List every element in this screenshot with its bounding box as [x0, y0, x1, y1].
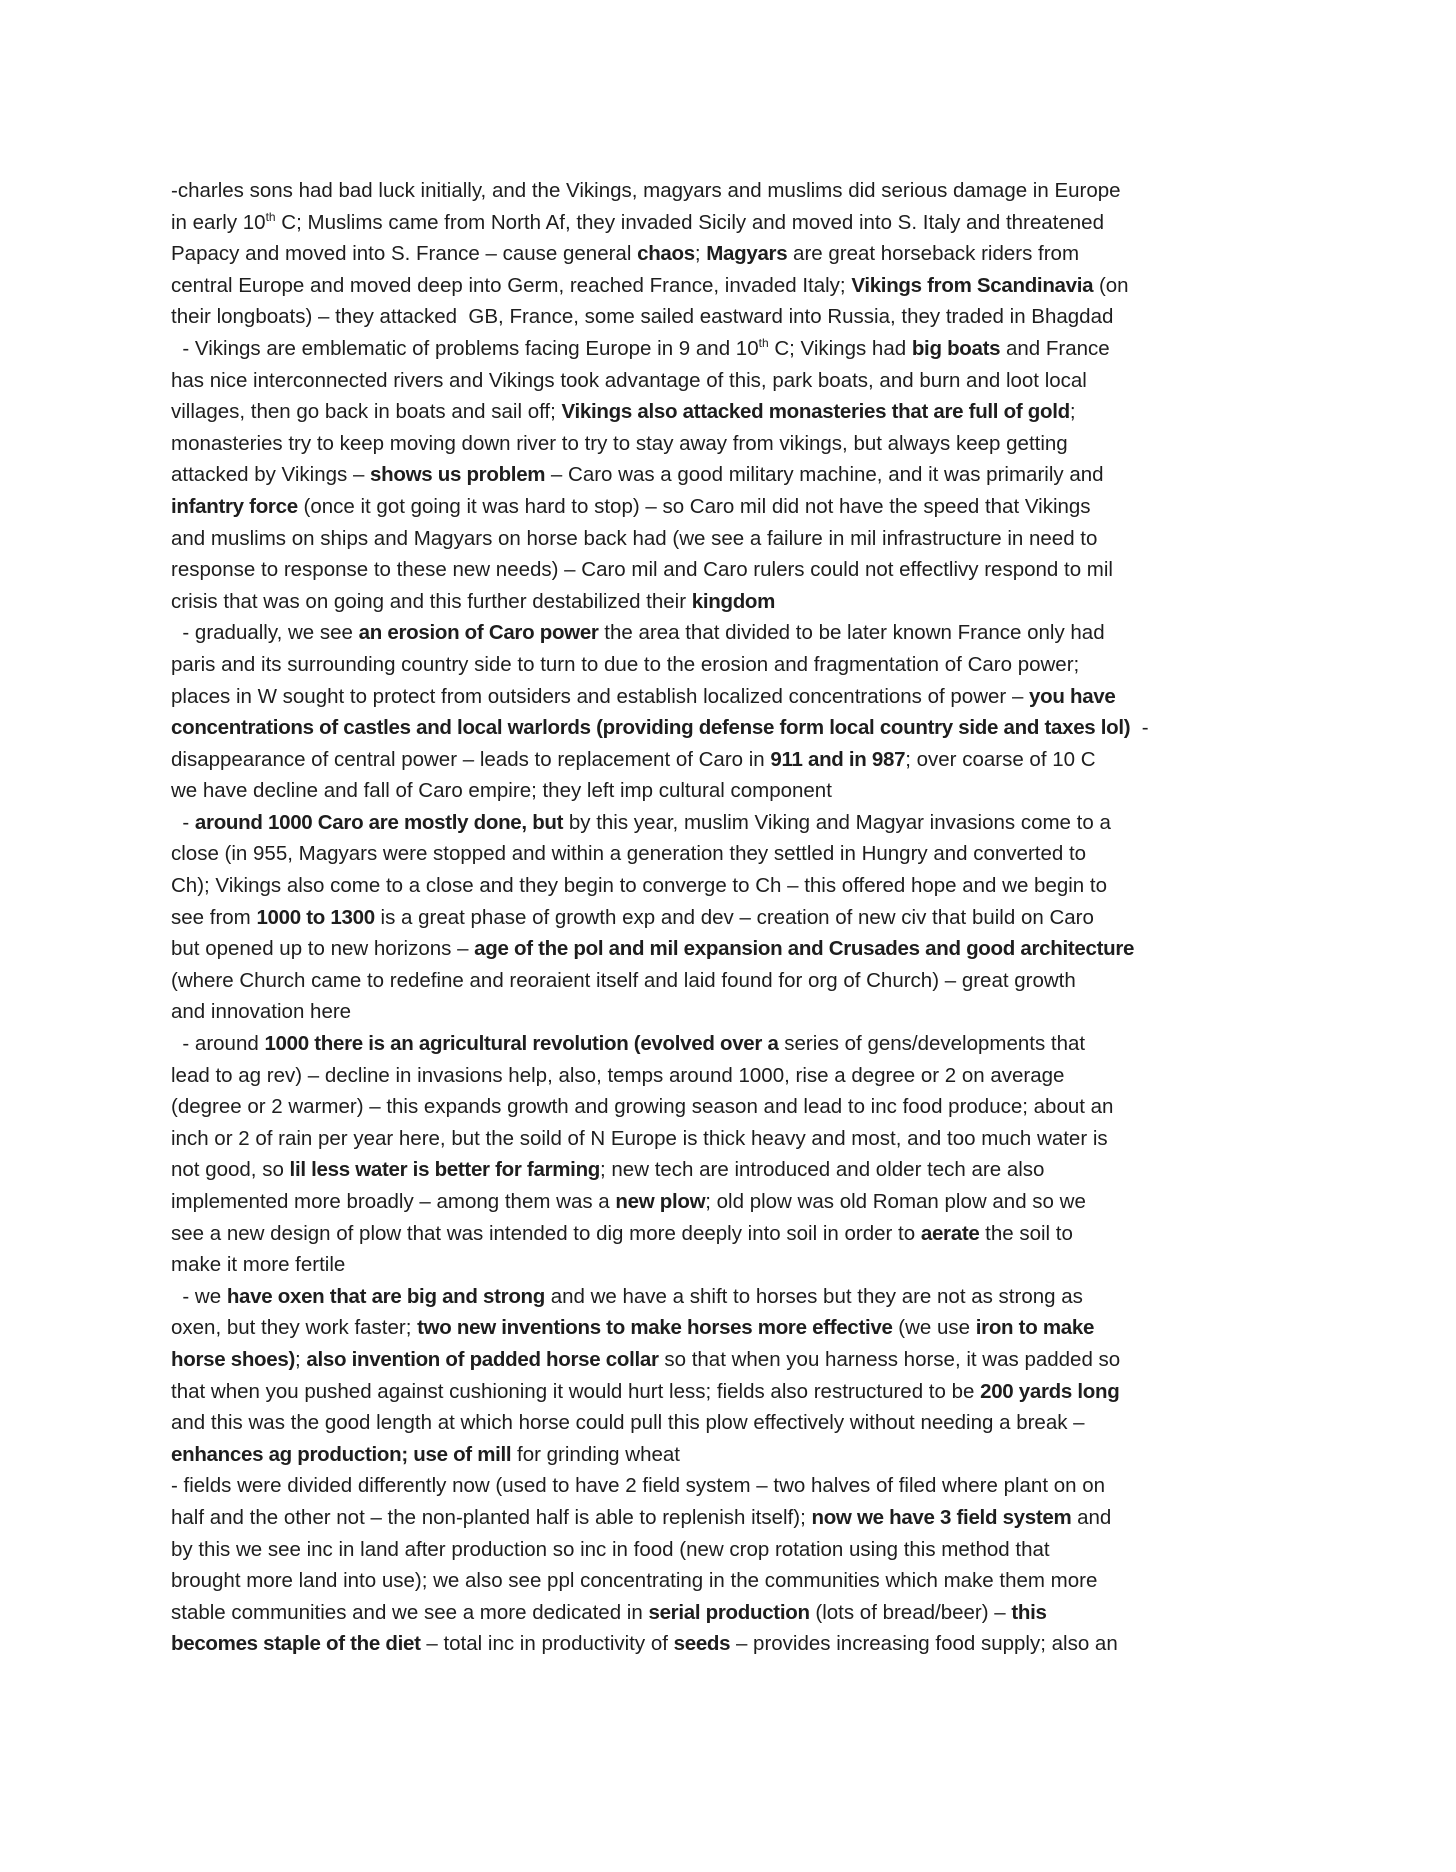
text-run: Papacy and moved into S. France – cause general [171, 242, 638, 266]
text-run: - we [171, 1284, 227, 1308]
bold-text-run: 200 yards long [980, 1379, 1120, 1403]
text-run: - around [171, 1032, 265, 1056]
bold-text-run: 911 and in 987 [770, 747, 906, 771]
text-run: attacked by Vikings – [171, 463, 371, 487]
document-line [171, 1091, 1286, 1123]
text-run: not good, so [171, 1158, 290, 1182]
text-run: see a new design of plow that was intended to dig more deeply into soil in order to [171, 1221, 921, 1245]
text-run: ; [1069, 400, 1076, 424]
bold-text-run: aerate [920, 1221, 980, 1245]
document-line [171, 365, 1286, 397]
document-line [171, 396, 1286, 428]
text-run: Ch); Vikings also come to a close and they begin to converge to Ch – this offered hope and we begin to [171, 874, 1108, 898]
bold-text-run: kingdom [691, 589, 776, 613]
text-run: (on [1093, 273, 1129, 297]
document-line [171, 1123, 1286, 1155]
document-line [171, 870, 1286, 902]
document-line [171, 238, 1286, 270]
document-line [171, 1628, 1286, 1660]
text-run: are great horseback riders from [787, 242, 1080, 266]
text-run: stable communities and we see a more dedicated in [171, 1600, 649, 1624]
text-run: ; over coarse of 10 C [905, 747, 1096, 771]
text-run: and this was the good length at which horse could pull this plow effectively without needing a break – [171, 1411, 1085, 1435]
document-line [171, 270, 1286, 302]
text-run: paris and its surrounding country side to turn to due to the erosion and fragmentation of Caro power; [171, 652, 1080, 676]
bold-text-run: 1000 to 1300 [256, 905, 375, 929]
bold-text-run: this [1011, 1600, 1047, 1624]
document-line [171, 838, 1286, 870]
bold-text-run: Magyars [706, 242, 788, 266]
text-run: crisis that was on going and this further destabilized their [171, 589, 692, 613]
bold-text-run: now we have 3 field system [811, 1505, 1072, 1529]
document-line [171, 491, 1286, 523]
document-page [171, 175, 1286, 1660]
document-line [171, 1502, 1286, 1534]
text-run: and [1071, 1505, 1112, 1529]
text-run: so that when you harness horse, it was padded so [658, 1347, 1121, 1371]
text-run: - fields were divided differently now (used to have 2 field system – two halves of filed where plant on on [171, 1474, 1106, 1498]
document-line [171, 617, 1286, 649]
text-run: we have decline and fall of Caro empire; they left imp cultural component [171, 779, 832, 803]
bold-text-run: two new inventions to make horses more effective [417, 1316, 893, 1340]
bold-text-run: around 1000 Caro are mostly done, but [194, 810, 564, 834]
document-line [171, 333, 1286, 365]
document-line [171, 712, 1286, 744]
text-run: - [1130, 716, 1149, 740]
document-line [171, 1344, 1286, 1376]
document-line [171, 1376, 1286, 1408]
text-run: central Europe and moved deep into Germ, reached France, invaded Italy; [171, 273, 852, 297]
text-run: C; Muslims came from North Af, they invaded Sicily and moved into S. Italy and threatened [275, 210, 1104, 234]
text-run: oxen, but they work faster; [171, 1316, 418, 1340]
document-line [171, 459, 1286, 491]
text-run: half and the other not – the non-planted half is able to replenish itself); [171, 1505, 812, 1529]
text-run: - [171, 810, 195, 834]
text-run: and we have a shift to horses but they are not as strong as [545, 1284, 1083, 1308]
text-run: ; [694, 242, 707, 266]
text-run: but opened up to new horizons – [171, 937, 475, 961]
document-line [171, 523, 1286, 555]
bold-text-run: Vikings from Scandinavia [851, 273, 1094, 297]
document-line [171, 996, 1286, 1028]
document-line [171, 965, 1286, 997]
text-run: -charles sons had bad luck initially, and the Vikings, magyars and muslims did serious damage in Europe [171, 179, 1121, 202]
document-line [171, 1186, 1286, 1218]
text-run: - Vikings are emblematic of problems facing Europe in 9 and 10 [171, 336, 759, 360]
bold-text-run: serial production [648, 1600, 810, 1624]
text-run: their longboats) – they attacked GB, France, some sailed eastward into Russia, they traded in Bhagdad [171, 305, 1114, 329]
bold-text-run: seeds [673, 1632, 731, 1656]
bold-text-run: an erosion of Caro power [358, 621, 599, 645]
text-run: is a great phase of growth exp and dev – creation of new civ that build on Caro [374, 905, 1094, 929]
text-run: (degree or 2 warmer) – this expands growth and growing season and lead to inc food produce; about an [171, 1095, 1114, 1119]
text-run: ; [295, 1347, 307, 1371]
document-line [171, 1439, 1286, 1471]
text-run: (lots of bread/beer) – [809, 1600, 1012, 1624]
bold-text-run: have oxen that are big and strong [226, 1284, 545, 1308]
document-line [171, 175, 1286, 207]
text-run: series of gens/developments that [778, 1032, 1086, 1056]
text-run: and France [1000, 336, 1110, 360]
text-run: – total inc in productivity of [420, 1632, 674, 1656]
text-run: and innovation here [171, 1000, 352, 1024]
document-line [171, 554, 1286, 586]
text-run: (we use [892, 1316, 976, 1340]
document-line [171, 775, 1286, 807]
document-line [171, 1281, 1286, 1313]
document-line [171, 649, 1286, 681]
bold-text-run: horse shoes) [171, 1347, 295, 1371]
text-run: by this year, muslim Viking and Magyar invasions come to a [563, 810, 1111, 834]
bold-text-run: 1000 there is an agricultural revolution (evolved over a [264, 1032, 779, 1056]
document-line [171, 1249, 1286, 1281]
text-run: monasteries try to keep moving down river to try to stay away from vikings, but always keep getting [171, 431, 1068, 455]
text-run: the area that divided to be later known France only had [598, 621, 1105, 645]
document-line [171, 933, 1286, 965]
document-line [171, 1028, 1286, 1060]
text-run: inch or 2 of rain per year here, but the soild of N Europe is thick heavy and most, and too much water is [171, 1126, 1108, 1150]
text-run: C; Vikings had [768, 336, 912, 360]
bold-text-run: age of the pol and mil expansion and Crusades and good architecture [474, 937, 1135, 961]
bold-text-run: lil less water is better for farming [289, 1158, 601, 1182]
text-run: villages, then go back in boats and sail off; [171, 400, 562, 424]
text-run: disappearance of central power – leads to replacement of Caro in [171, 747, 771, 771]
text-run: ; old plow was old Roman plow and so we [705, 1190, 1086, 1213]
text-run: implemented more broadly – among them was a [171, 1190, 616, 1213]
text-run: lead to ag rev) – decline in invasions help, also, temps around 1000, rise a degree or 2 on average [171, 1063, 1065, 1087]
bold-text-run: new plow [615, 1190, 706, 1213]
text-run: - gradually, we see [171, 621, 359, 645]
document-line [171, 207, 1286, 239]
bold-text-run: becomes staple of the diet [171, 1632, 421, 1656]
document-line [171, 1565, 1286, 1597]
bold-text-run: shows us problem [370, 463, 546, 487]
superscript-text: th [758, 335, 769, 350]
document-line [171, 586, 1286, 618]
bold-text-run: infantry force [171, 494, 298, 518]
document-line [171, 807, 1286, 839]
superscript-text: th [265, 209, 276, 224]
text-run: – provides increasing food supply; also an [730, 1632, 1118, 1656]
text-run: has nice interconnected rivers and Vikings took advantage of this, park boats, and burn and loot local [171, 368, 1087, 392]
text-run: and muslims on ships and Magyars on horse back had (we see a failure in mil infrastructure in need to [171, 526, 1098, 550]
text-run: brought more land into use); we also see ppl concentrating in the communities which make them more [171, 1569, 1098, 1593]
document-line [171, 1154, 1286, 1186]
bold-text-run: enhances ag production; use of mill [171, 1442, 512, 1466]
document-line [171, 1470, 1286, 1502]
text-run: see from [171, 905, 257, 929]
text-run: places in W sought to protect from outsiders and establish localized concentrations of power – [171, 684, 1030, 708]
bold-text-run: concentrations of castles and local warlords (providing defense form local country side and taxes lol) [171, 716, 1131, 740]
bold-text-run: chaos [637, 242, 695, 266]
document-line [171, 1218, 1286, 1250]
text-run: for grinding wheat [511, 1442, 680, 1466]
document-line [171, 1597, 1286, 1629]
document-line [171, 744, 1286, 776]
bold-text-run: iron to make [975, 1316, 1095, 1340]
text-run: the soil to [979, 1221, 1073, 1245]
document-line [171, 902, 1286, 934]
document-line [171, 1312, 1286, 1344]
text-run: ; new tech are introduced and older tech are also [600, 1158, 1045, 1182]
document-line [171, 681, 1286, 713]
text-run: (where Church came to redefine and reoraient itself and laid found for org of Church) – great growth [171, 968, 1076, 992]
document-line [171, 1534, 1286, 1566]
document-line [171, 428, 1286, 460]
document-line [171, 1060, 1286, 1092]
bold-text-run: Vikings also attacked monasteries that are full of gold [561, 400, 1070, 424]
text-run: in early 10 [171, 210, 266, 234]
text-run: (once it got going it was hard to stop) – so Caro mil did not have the speed that Vikings [297, 494, 1091, 518]
bold-text-run: big boats [911, 336, 1001, 360]
text-run: close (in 955, Magyars were stopped and within a generation they settled in Hungry and converted to [171, 842, 1087, 866]
text-run: that when you pushed against cushioning it would hurt less; fields also restructured to be [171, 1379, 981, 1403]
text-run: – Caro was a good military machine, and it was primarily and [545, 463, 1104, 487]
text-run: make it more fertile [171, 1253, 346, 1277]
text-run: by this we see inc in land after production so inc in food (new crop rotation using this method that [171, 1537, 1050, 1561]
text-run: response to response to these new needs) – Caro mil and Caro rulers could not effectlivy respond to mil [171, 558, 1113, 582]
document-line [171, 301, 1286, 333]
bold-text-run: you have [1029, 684, 1116, 708]
document-line [171, 1407, 1286, 1439]
bold-text-run: also invention of padded horse collar [306, 1347, 659, 1371]
